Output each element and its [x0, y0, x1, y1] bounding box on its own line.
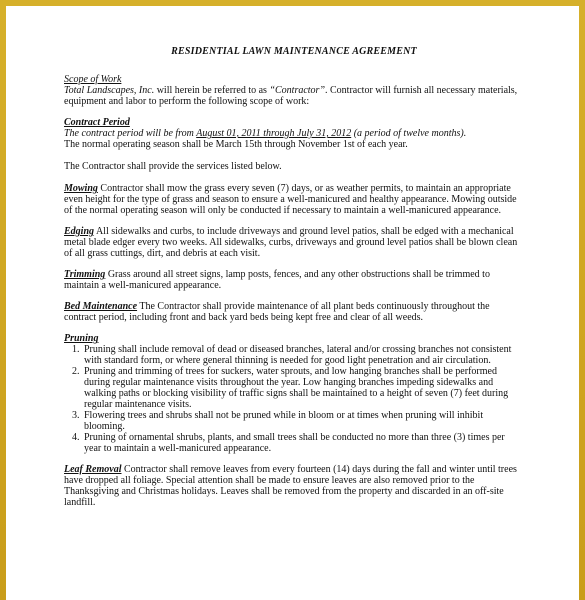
- services-intro-text: The Contractor shall provide the services listed below.: [64, 161, 282, 172]
- mowing-body: Contractor shall mow the grass every seven (7) days, or as weather permits, to maintain an appropriate even height for the type of grass and season to ensure a well-manicured and healthy appearance. Mowing outside of the normal operating season will only be conducted if necessary to maintain a well-manicured appearance.: [64, 183, 517, 216]
- contract-dates: August 01, 2011 through July 31, 2012: [196, 128, 352, 139]
- edging-heading: Edging: [64, 226, 95, 237]
- pruning-item: 2. Pruning and trimming of trees for suckers, water sprouts, and low hanging branches shall be performed during regular maintenance visits throughout the year. Low hanging branches impeding sidewalks and walking paths or blocking visibility of traffic signs shall be maintained to a height of seven (7) feet during regular maintenance visits.: [82, 366, 524, 410]
- document-title: RESIDENTIAL LAWN MAINTENANCE AGREEMENT: [171, 46, 417, 57]
- scope-of-work-section: [64, 74, 524, 107]
- trimming-section: [64, 269, 524, 291]
- trimming-heading: Trimming: [64, 269, 106, 280]
- trimming-text: [64, 269, 524, 291]
- contract-period-text-a: The contract period will be from: [64, 128, 197, 139]
- scope-text: [64, 85, 524, 107]
- scope-text-2: . Contractor will furnish all necessary materials, equipment and labor to perform the following scope of work:: [64, 85, 518, 107]
- document-page: [6, 6, 579, 600]
- mowing-section: [64, 183, 524, 216]
- leaf-removal-section: [64, 464, 524, 508]
- edging-body: All sidewalks and curbs, to include driveways and ground level patios, shall be edged with a mechanical metal blade edger every two weeks. All sidewalks, curbs, driveways and ground level patios shall be blown clean of all grass cuttings, dirt, and debris at each visit.: [64, 226, 518, 259]
- bed-maintenance-heading: Bed Maintenance: [64, 301, 138, 312]
- mowing-heading: Mowing: [64, 183, 98, 194]
- company-name: Total Landscapes, Inc.: [64, 85, 155, 96]
- scope-text-1: will herein be referred to as: [154, 85, 270, 96]
- contract-period-text-b: (a period of twelve months).: [351, 128, 467, 139]
- pruning-section: [64, 333, 524, 454]
- bed-maintenance-section: [64, 301, 524, 323]
- contract-period-heading: Contract Period: [64, 117, 130, 128]
- contract-period-text: [64, 128, 524, 139]
- contractor-term: “Contractor”: [269, 85, 326, 96]
- pruning-heading: Pruning: [64, 333, 99, 344]
- bed-maintenance-body: The Contractor shall provide maintenance of all plant beds continuously throughout the contract period, including front and back yard beds being kept free and clear of all weeds.: [64, 301, 490, 323]
- leaf-removal-text: [64, 464, 524, 508]
- pruning-item: 1. Pruning shall include removal of dead or diseased branches, lateral and/or crossing branches not consistent with standard form, or where general thinning is needed for good light penetration and air circulation.: [82, 344, 524, 366]
- bed-maintenance-text: [64, 301, 524, 323]
- leaf-removal-body: Contractor shall remove leaves from every fourteen (14) days during the fall and winter until trees have dropped all foliage. Special attention shall be made to ensure leaves are also removed prior to the Thanksgiving and Christmas holidays. Leaves shall be removed from the property and discarded in an off-site landfill.: [64, 464, 517, 508]
- pruning-item: 3. Flowering trees and shrubs shall not be pruned while in bloom or at times when pruning will inhibit blooming.: [82, 410, 524, 432]
- scope-heading: Scope of Work: [64, 74, 122, 85]
- mowing-text: [64, 183, 524, 216]
- edging-section: [64, 226, 524, 259]
- contract-period-section: [64, 117, 524, 172]
- operating-season-text: The normal operating season shall be March 15th through November 1st of each year.: [64, 139, 408, 150]
- pruning-item: 4. Pruning of ornamental shrubs, plants, and small trees shall be conducted no more than three (3) times per year to maintain a well-manicured appearance.: [82, 432, 524, 454]
- pruning-list: [64, 344, 524, 454]
- edging-text: [64, 226, 524, 259]
- leaf-removal-heading: Leaf Removal: [64, 464, 122, 475]
- trimming-body: Grass around all street signs, lamp posts, fences, and any other obstructions shall be trimmed to maintain a well-manicured appearance.: [64, 269, 490, 291]
- agreement-document: [64, 46, 524, 518]
